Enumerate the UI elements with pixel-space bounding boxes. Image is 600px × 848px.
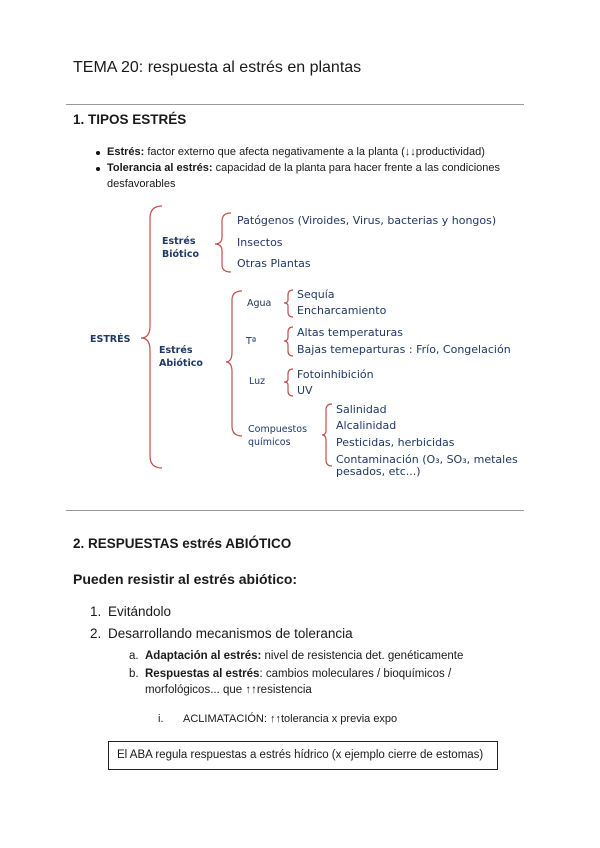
sublist-letter: b. bbox=[129, 668, 139, 680]
biotic-item: Insectos bbox=[237, 236, 283, 249]
divider bbox=[66, 510, 524, 511]
sublist-continuation: morfológicos... que ↑↑resistencia bbox=[145, 684, 312, 696]
abiotic-item: Pesticidas, herbicidas bbox=[336, 436, 455, 449]
bullet-term: Estrés: bbox=[107, 146, 145, 158]
group-label-agua: Agua bbox=[247, 298, 272, 309]
biotic-item: Patógenos (Viroides, Virus, bacterias y hongos) bbox=[237, 214, 497, 227]
roman-number: i. bbox=[158, 713, 164, 725]
note-box: El ABA regula respuestas a estrés hídrico (x ejemplo cierre de estomas) bbox=[108, 741, 498, 770]
list-item-number: 2. bbox=[90, 626, 102, 641]
temp-bracket bbox=[284, 327, 293, 356]
abiotic-bracket bbox=[226, 291, 242, 436]
bullet-continuation: desfavorables bbox=[107, 178, 176, 190]
abiotic-label: Abiótico bbox=[159, 358, 203, 369]
question-text: Pueden resistir al estrés abiótico: bbox=[73, 571, 298, 587]
biotic-bracket bbox=[215, 213, 231, 272]
abiotic-item: Salinidad bbox=[336, 403, 387, 416]
diagram-root: ESTRÉS bbox=[90, 334, 131, 345]
list-item-text: Desarrollando mecanismos de tolerancia bbox=[108, 626, 353, 641]
abiotic-item: pesados, etc...) bbox=[336, 465, 421, 478]
biotic-label: Estrés bbox=[162, 236, 196, 247]
group-label-temperatura: Tª bbox=[246, 336, 257, 347]
group-label-quimicos: Compuestos bbox=[248, 424, 308, 435]
abiotic-item: Sequía bbox=[297, 288, 335, 301]
section1-heading: 1. TIPOS ESTRÉS bbox=[73, 112, 187, 127]
main-bracket bbox=[141, 206, 162, 468]
biotic-label: Biótico bbox=[162, 249, 199, 260]
abiotic-item: UV bbox=[297, 384, 313, 397]
page-title: TEMA 20: respuesta al estrés en plantas bbox=[73, 59, 362, 76]
section2-heading: 2. RESPUESTAS estrés ABIÓTICO bbox=[73, 536, 292, 551]
bullet-text: factor externo que afecta negativamente a la planta (↓↓productividad) bbox=[144, 146, 485, 158]
abiotic-item: Bajas temeparturas : Frío, Congelación bbox=[297, 343, 511, 356]
abiotic-item: Altas temperaturas bbox=[297, 326, 403, 339]
abiotic-label: Estrés bbox=[159, 345, 193, 356]
bullet-term: Tolerancia al estrés: bbox=[107, 162, 213, 174]
abiotic-item: Alcalinidad bbox=[336, 419, 397, 432]
sublist-term: Respuestas al estrés bbox=[145, 668, 260, 680]
abiotic-item: Fotoinhibición bbox=[297, 368, 374, 381]
list-item-text: Evitándolo bbox=[108, 604, 172, 619]
luz-bracket bbox=[284, 369, 293, 396]
sublist-term: Adaptación al estrés: bbox=[145, 650, 262, 662]
abiotic-item: Contaminación (O₃, SO₃, metales bbox=[336, 453, 518, 466]
abiotic-item: Encharcamiento bbox=[297, 304, 387, 317]
biotic-item: Otras Plantas bbox=[237, 257, 311, 270]
list-item-number: 1. bbox=[90, 604, 102, 619]
sublist-item-b bbox=[145, 667, 451, 682]
quimicos-bracket bbox=[322, 404, 332, 466]
sublist-item-a bbox=[145, 649, 463, 664]
group-label-quimicos: químicos bbox=[248, 437, 291, 448]
sublist-letter: a. bbox=[129, 650, 139, 662]
sublist-text: nivel de resistencia det. genéticamente bbox=[261, 650, 464, 662]
bullet-text: capacidad de la planta para hacer frente a las condiciones bbox=[212, 162, 500, 174]
group-label-luz: Luz bbox=[249, 376, 266, 387]
agua-bracket bbox=[284, 290, 293, 317]
roman-item-text: ACLIMATACIÓN: ↑↑tolerancia x previa expo bbox=[183, 713, 398, 725]
sublist-text: : cambios moleculares / bioquímicos / bbox=[259, 668, 452, 680]
